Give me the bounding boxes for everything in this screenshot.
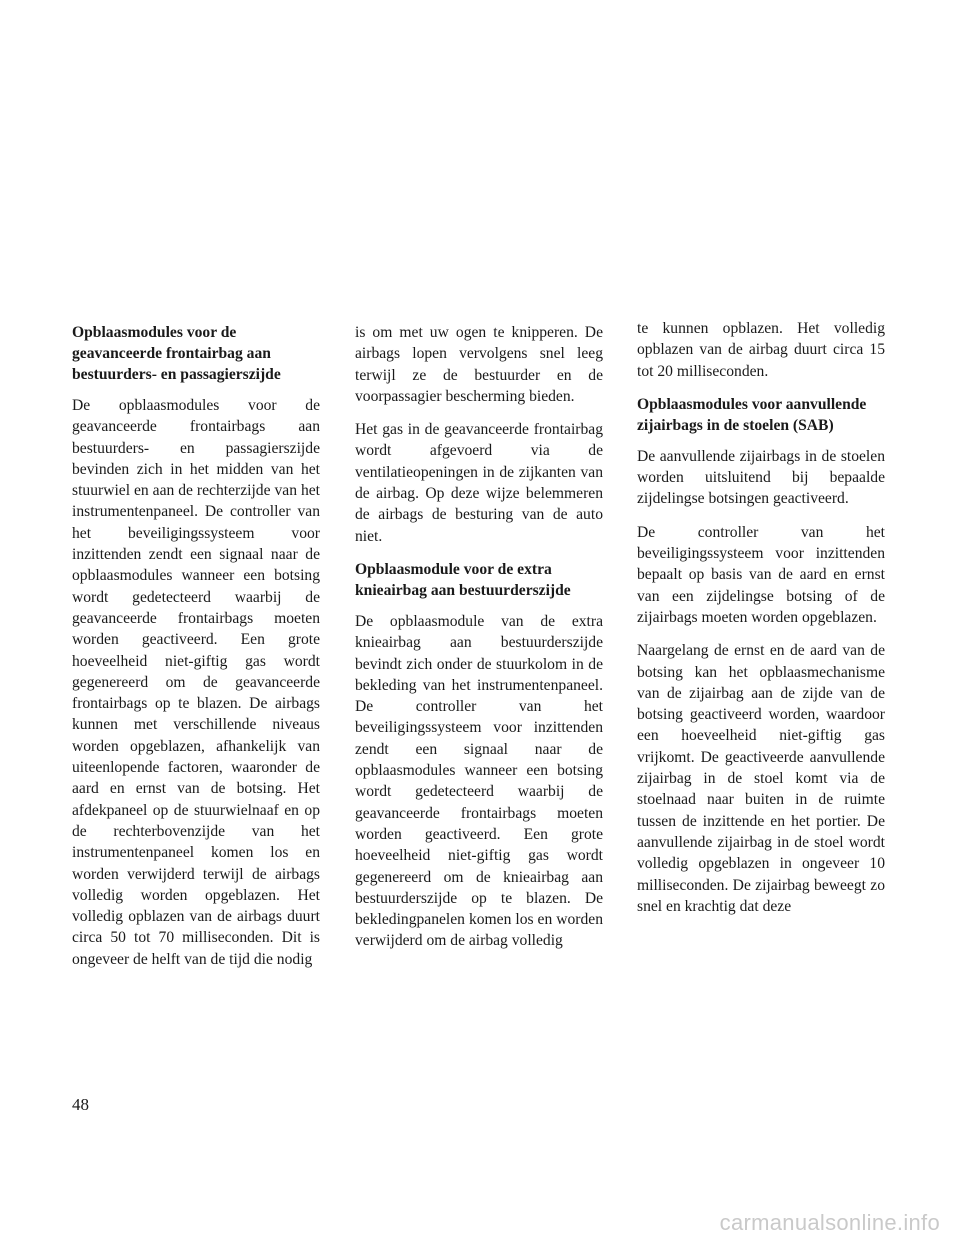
page-number: 48 <box>72 1095 89 1114</box>
column-2 <box>355 322 603 952</box>
paragraph: is om met uw ogen te knipperen. De airbags lopen vervolgens snel leeg terwijl ze de bestuurder en de voorpassagier bescherming bieden. <box>355 324 603 405</box>
watermark-text: carmanualsonline.info <box>719 1210 940 1235</box>
paragraph: De controller van het beveiligingssysteem voor inzittenden bepaalt op basis van de aard en ernst van een zijdelingse botsing of de zijairbags moeten worden opgeblazen. <box>637 523 885 626</box>
paragraph: Naargelang de ernst en de aard van de botsing kan het opblaasmechanisme van de zijairbag aan de zijde van de botsing geactiveerd worden, waardoor een hoeveelheid niet-giftig gas vrijkomt. De geactiveerde aanvullende zijairbag in de stoel komt via de stoelnaad naar buiten in de ruimte tussen de inzittende en het portier. De aanvullende zijairbag in de stoel wordt volledig opgeblazen in ongeveer 10 milliseconden. De zijairbag beweegt zo snel en krachtig dat deze <box>637 642 885 915</box>
section-heading-side-airbag-modules: Opblaasmodules voor aanvullende zijairbags in de stoelen (SAB) <box>637 395 867 434</box>
paragraph: De opblaasmodule van de extra knieairbag aan bestuurderszijde bevindt zich onder de stuurkolom in de bekleding van het instrumentenpaneel. De controller van het beveiligingssysteem voor inzittenden zendt een signaal naar de opblaasmodules wanneer een botsing wordt gedetecteerd waarbij de geavanceerde frontairbags moeten worden geactiveerd. Een grote hoeveelheid niet-giftig gas wordt gegenereerd om de knieairbag aan bestuurderszijde op te blazen. De bekledingpanelen komen los en worden verwijderd om de airbag volledig <box>355 612 603 950</box>
section-heading-knee-airbag-module: Opblaasmodule voor de extra knieairbag aan bestuurderszijde <box>355 560 571 599</box>
paragraph: De opblaasmodules voor de geavanceerde frontairbags aan bestuurders- en passagierszijde bevinden zich in het midden van het stuurwiel en aan de rechterzijde van het instrumentenpaneel. De controller van het beveiligingssysteem voor inzittenden zendt een signaal naar de opblaasmodules wanneer een botsing wordt gedetecteerd waarbij de geavanceerde frontairbags moeten worden geactiveerd. Een grote hoeveelheid niet-giftig gas wordt gegenereerd om de geavanceerde frontairbags op te blazen. De airbags kunnen met verschillende niveaus worden opgeblazen, afhankelijk van uiteenlopende factoren, waaronder de aard en ernst van de botsing. Het afdekpaneel op de stuurwielnaaf en op de rechterbovenzijde van het instrumentenpaneel komen los en worden verwijderd terwijl de airbags volledig worden opgeblazen. Het volledig opblazen van de airbags duurt circa 50 tot 70 milliseconden. Dit is ongeveer de helft van de tijd die nodig <box>72 397 320 968</box>
paragraph: De aanvullende zijairbags in de stoelen worden uitsluitend bij bepaalde zijdelingse botsingen geactiveerd. <box>637 447 885 508</box>
paragraph: Het gas in de geavanceerde frontairbag wordt afgevoerd via de ventilatieopeningen in de zijkanten van de airbag. Op deze wijze belemmeren de airbags de besturing van de auto niet. <box>355 421 603 545</box>
column-1 <box>72 322 320 970</box>
section-heading-frontal-airbag-modules: Opblaasmodules voor de geavanceerde frontairbag aan bestuurders- en passagierszijde <box>72 324 281 383</box>
column-3 <box>637 318 885 917</box>
paragraph: te kunnen opblazen. Het volledig opblazen van de airbag duurt circa 15 tot 20 milliseconden. <box>637 320 885 380</box>
